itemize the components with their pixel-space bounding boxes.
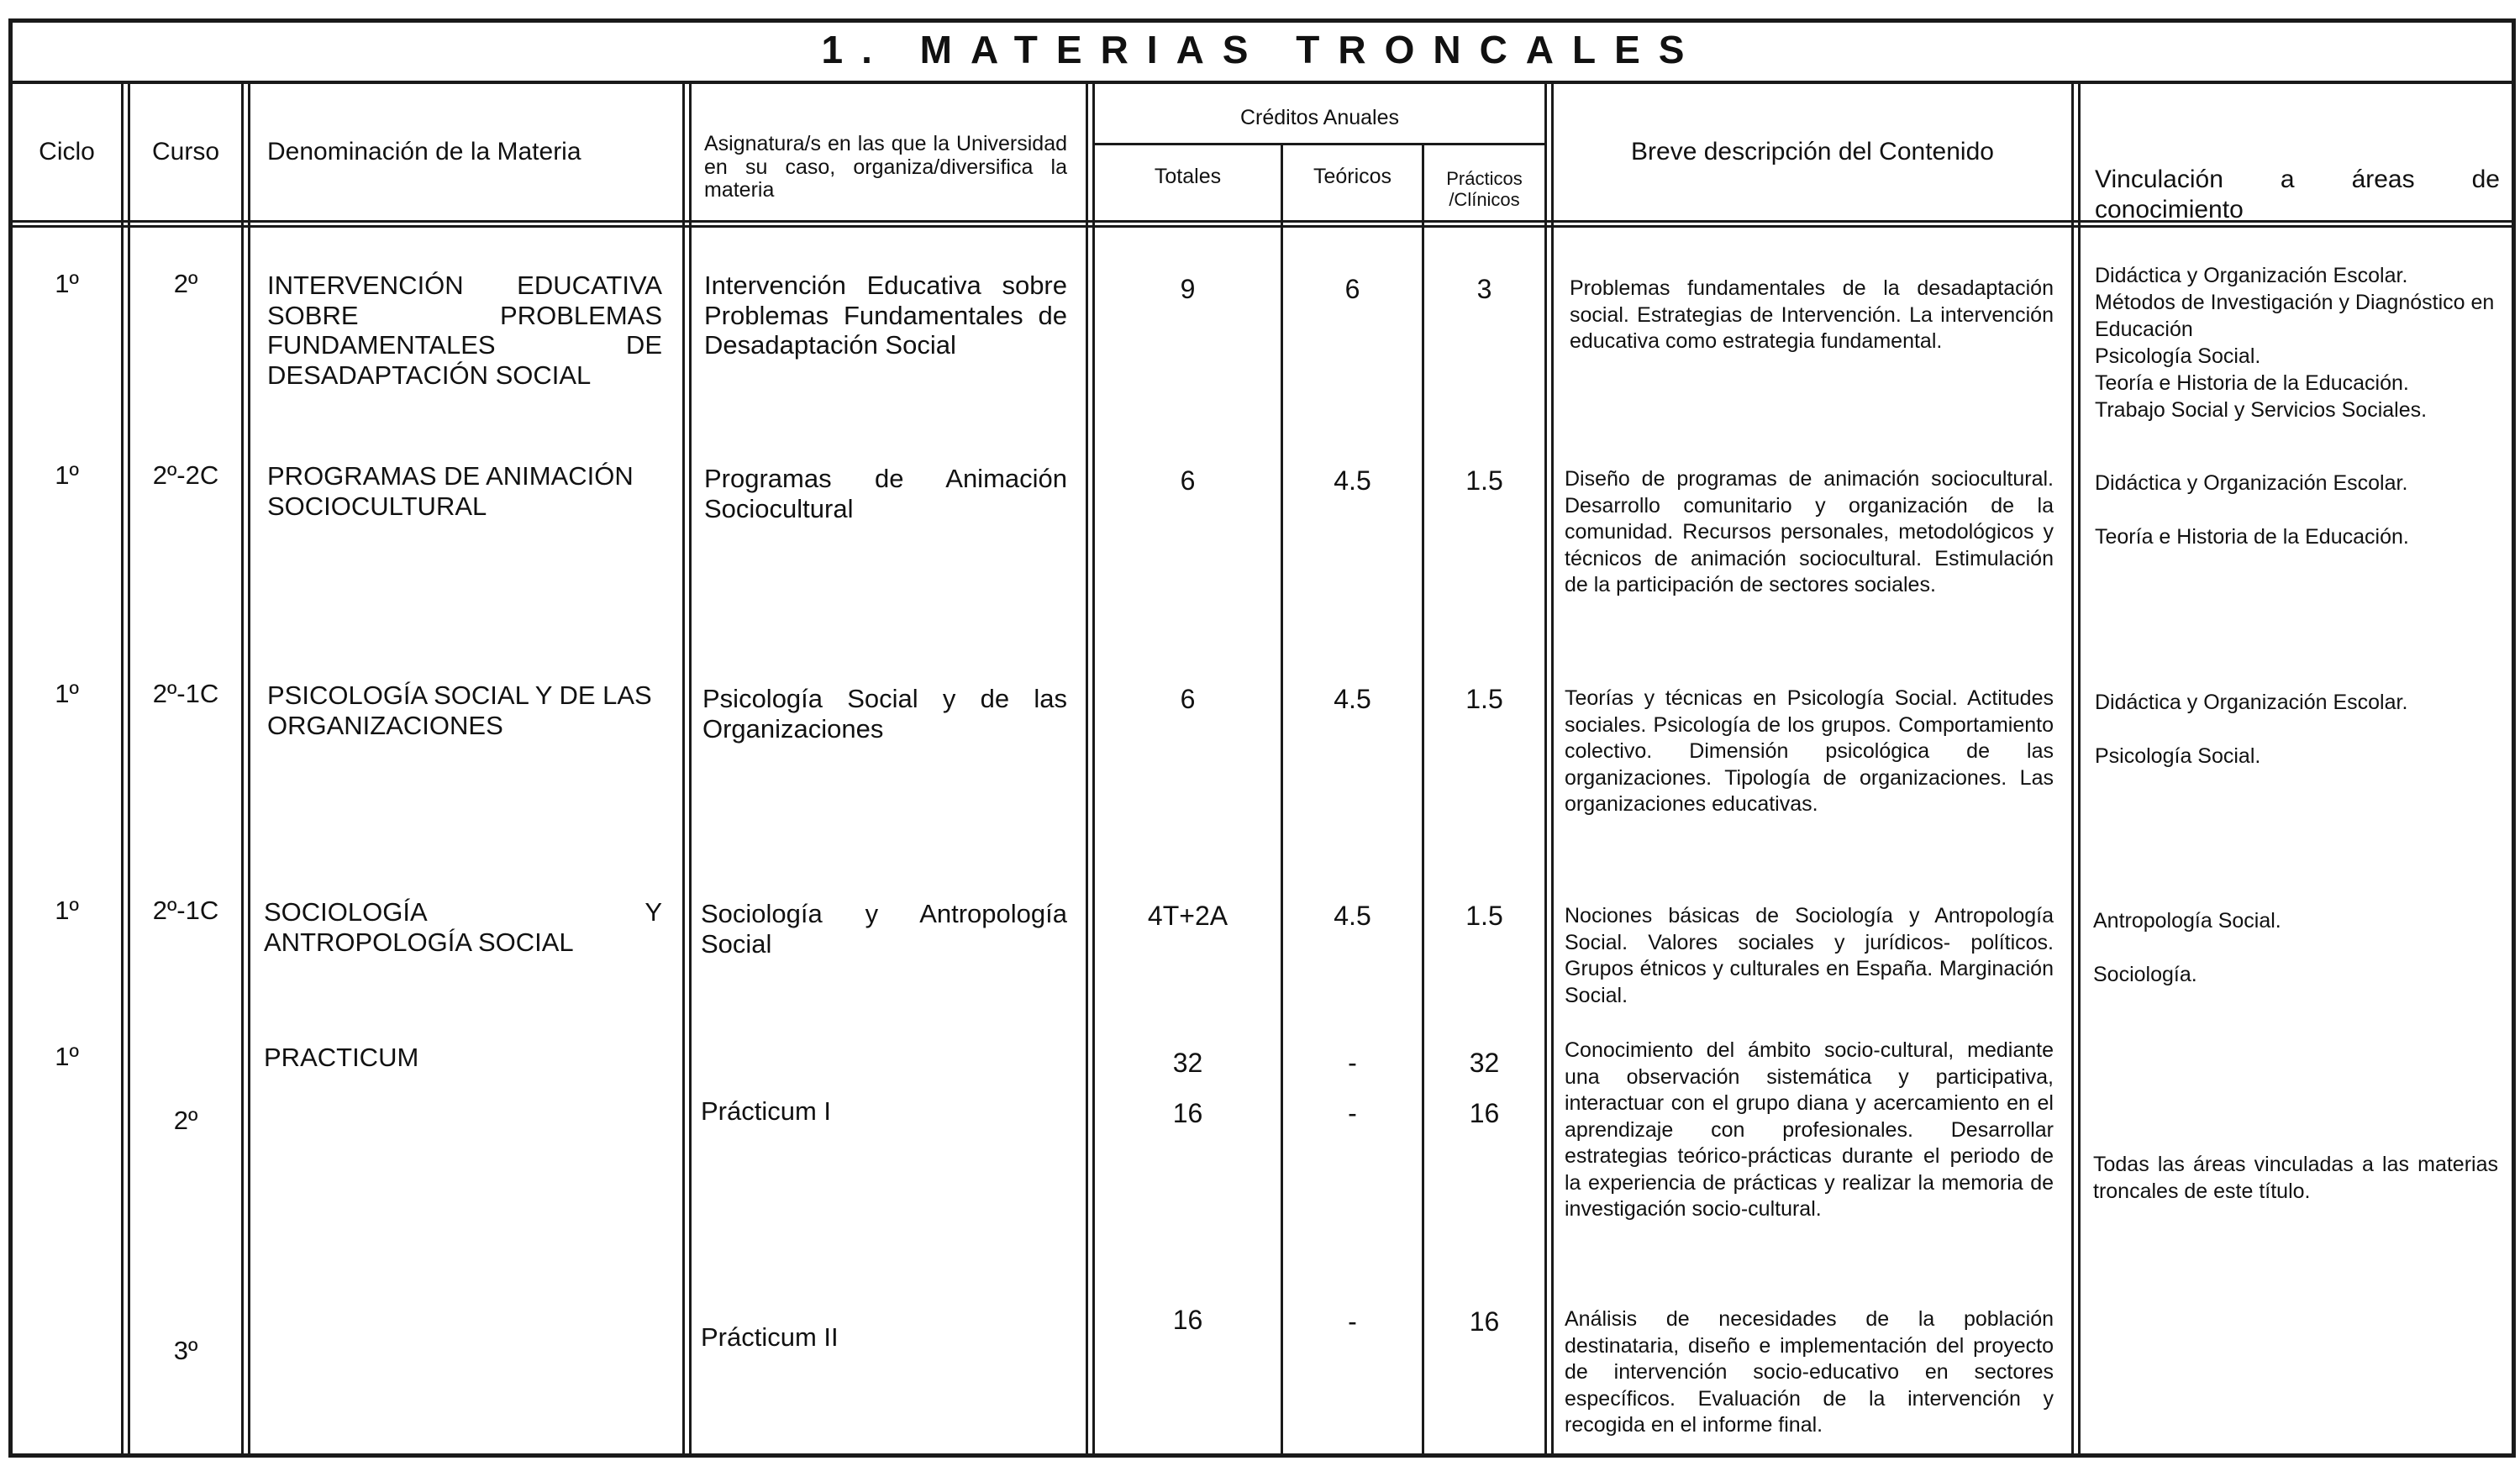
practicum-item-totales: 16: [1172, 1305, 1203, 1335]
header-ciclo: Ciclo: [39, 138, 95, 166]
practicum-totales: 32: [1172, 1048, 1203, 1078]
header-teoricos: Teóricos: [1313, 165, 1392, 188]
practicum-ciclo: 1º: [55, 1042, 79, 1071]
column-rule: [2078, 84, 2081, 1456]
practicum-areas: Todas las áreas vinculadas a las materias troncales de este título.: [2093, 1153, 2498, 1203]
row-ciclo: 1º: [55, 269, 79, 298]
column-rule: [121, 84, 124, 1456]
practicum-item-descripcion: Análisis de necesidades de la población destinataria, diseño e implementación del proyecto de intervención socio-educativo en sectores específicos. Evaluación de la intervención y recogida en el informe final.: [1565, 1307, 2054, 1437]
row-areas: Antropología Social. Sociología.: [2093, 909, 2281, 986]
column-rule: [248, 84, 250, 1456]
row-curso: 2º-2C: [152, 460, 219, 490]
row-curso: 2º-1C: [152, 679, 219, 708]
row-curso: 2º: [173, 269, 198, 298]
header-descripcion: Breve descripción del Contenido: [1631, 138, 1994, 166]
row-descripcion: Teorías y técnicas en Psicología Social. Actitudes sociales. Psicología de los grupos. Comportamiento colectivo. Dimensión psicológica de las organizaciones. Tipología de organizaciones. Las organizaciones educativas.: [1565, 686, 2054, 816]
row-materia: PROGRAMAS DE ANIMACIÓN SOCIOCULTURAL: [267, 461, 634, 521]
practicum-item-teoricos: -: [1348, 1306, 1357, 1337]
column-rule: [1422, 144, 1424, 1456]
header-rule: [1092, 143, 1546, 145]
row-teoricos: 4.5: [1334, 684, 1371, 714]
row-asignatura: Intervención Educativa sobre Problemas Fundamentales de Desadaptación Social: [704, 271, 1067, 360]
document-title: 1. MATERIAS TRONCALES: [821, 28, 1703, 71]
column-rule: [1544, 84, 1547, 1456]
header-curso: Curso: [151, 138, 220, 166]
row-materia: PSICOLOGÍA SOCIAL Y DE LAS ORGANIZACIONES: [267, 680, 652, 740]
column-rule: [241, 84, 244, 1456]
row-asignatura: Programas de Animación Sociocultural: [704, 464, 1067, 523]
row-totales: 6: [1180, 465, 1196, 496]
practicum-item-practicos: 16: [1469, 1306, 1500, 1337]
column-rule: [689, 84, 692, 1456]
practicum-item-curso: 2º: [173, 1106, 198, 1135]
row-practicos: 1.5: [1465, 684, 1503, 714]
column-rule: [1086, 84, 1088, 1456]
header-denominacion: Denominación de la Materia: [267, 138, 581, 166]
practicum-practicos: 32: [1469, 1048, 1500, 1078]
practicum-materia: PRACTICUM: [264, 1043, 419, 1072]
header-creditos: Créditos Anuales: [1239, 106, 1399, 129]
row-areas: Didáctica y Organización Escolar. Teoría e Historia de la Educación.: [2095, 471, 2409, 549]
row-teoricos: 6: [1344, 274, 1360, 304]
column-rule: [2071, 84, 2074, 1456]
header-vinculacion: Vinculación a áreas de conocimiento: [2095, 166, 2500, 223]
row-totales: 9: [1180, 274, 1196, 304]
row-practicos: 3: [1476, 274, 1492, 304]
row-materia: INTERVENCIÓN EDUCATIVA SOBRE PROBLEMAS FUNDAMENTALES DE DESADAPTACIÓN SOCIAL: [267, 271, 662, 390]
practicum-teoricos: -: [1348, 1048, 1357, 1078]
header-totales: Totales: [1154, 165, 1222, 188]
column-rule: [682, 84, 685, 1456]
practicum-item-descripcion: Conocimiento del ámbito socio-cultural, mediante una observación sistemática y participativa, interactuar con el grupo diana y acercamiento en el aprendizaje con profesionales. Desarrollar estrategias teórico-prácticas durante el periodo de la experiencia de prácticas y realizar la memoria de investigación socio-cultural.: [1565, 1038, 2054, 1221]
row-ciclo: 1º: [55, 679, 79, 708]
row-areas: Didáctica y Organización Escolar. Métodos de Investigación y Diagnóstico en Educación Psicología Social. Teoría e Historia de la Educación. Trabajo Social y Servicios Sociales.: [2095, 264, 2495, 422]
row-descripcion: Problemas fundamentales de la desadaptación social. Estrategias de Intervención. La intervención educativa como estrategia fundamental.: [1570, 276, 2054, 353]
practicum-item-asignatura: Prácticum I: [701, 1096, 832, 1126]
header-asignaturas: Asignatura/s en las que la Universidad en su caso, organiza/diversifica la materia: [704, 132, 1067, 202]
row-descripcion: Nociones básicas de Sociología y Antropología Social. Valores sociales y jurídicos- políticos. Grupos étnicos y culturales en España. Marginación Social.: [1565, 904, 2054, 1007]
header-rule: [8, 225, 2516, 228]
row-materia: SOCIOLOGÍA Y ANTROPOLOGÍA SOCIAL: [264, 897, 662, 957]
practicum-item-asignatura: Prácticum II: [701, 1322, 839, 1352]
row-ciclo: 1º: [55, 460, 79, 490]
row-areas: Didáctica y Organización Escolar. Psicología Social.: [2095, 691, 2408, 768]
row-practicos: 1.5: [1465, 901, 1503, 931]
row-asignatura: Sociología y Antropología Social: [701, 899, 1067, 959]
row-practicos: 1.5: [1465, 465, 1503, 496]
column-rule: [1551, 84, 1554, 1456]
row-ciclo: 1º: [55, 896, 79, 925]
row-teoricos: 4.5: [1334, 901, 1371, 931]
practicum-item-curso: 3º: [173, 1336, 198, 1365]
row-teoricos: 4.5: [1334, 465, 1371, 496]
row-totales: 6: [1180, 684, 1196, 714]
row-descripcion: Diseño de programas de animación sociocultural. Desarrollo comunitario y organización de la comunidad. Recursos personales, metodológicos y técnicos de animación sociocultural. Estimulación de la participación de sectores sociales.: [1565, 467, 2054, 596]
column-rule: [1281, 144, 1283, 1456]
row-asignatura: Psicología Social y de las Organizaciones: [702, 684, 1067, 744]
row-curso: 2º-1C: [152, 896, 219, 925]
practicum-item-totales: 16: [1172, 1098, 1203, 1128]
practicum-item-teoricos: -: [1348, 1098, 1357, 1128]
title-bar: [8, 18, 2516, 84]
row-totales: 4T+2A: [1147, 901, 1228, 931]
header-practicos: Prácticos /Clínicos: [1446, 168, 1523, 211]
practicum-item-practicos: 16: [1469, 1098, 1500, 1128]
